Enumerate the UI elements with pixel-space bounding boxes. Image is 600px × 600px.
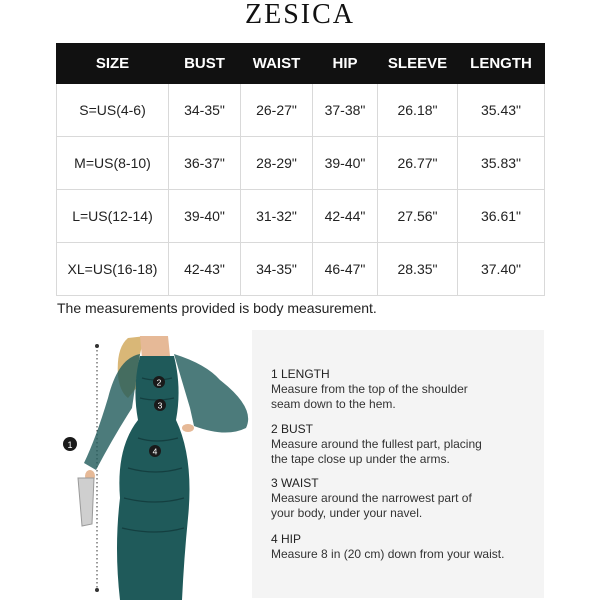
instruction-line: Measure 8 in (20 cm) down from your waist. bbox=[271, 547, 505, 561]
cell-sleeve: 26.18" bbox=[378, 84, 458, 137]
instruction-length bbox=[271, 367, 468, 412]
cell-hip: 42-44" bbox=[313, 190, 378, 243]
instruction-waist bbox=[271, 476, 472, 521]
instruction-line: your body, under your navel. bbox=[271, 506, 423, 520]
table-row bbox=[57, 243, 545, 296]
instruction-line: Measure around the narrowest part of bbox=[271, 491, 472, 505]
cell-waist: 28-29" bbox=[241, 137, 313, 190]
svg-text:2: 2 bbox=[156, 377, 162, 388]
cell-sleeve: 28.35" bbox=[378, 243, 458, 296]
cell-sleeve: 27.56" bbox=[378, 190, 458, 243]
header-sleeve: SLEEVE bbox=[378, 44, 458, 84]
cell-length: 35.43" bbox=[458, 84, 545, 137]
instruction-hip bbox=[271, 532, 504, 562]
cell-bust: 36-37" bbox=[169, 137, 241, 190]
size-chart-table bbox=[56, 43, 545, 296]
brand-logo: ZESICA bbox=[245, 0, 355, 30]
instruction-title: 4 HIP bbox=[271, 532, 302, 546]
cell-waist: 31-32" bbox=[241, 190, 313, 243]
model-figure bbox=[56, 328, 256, 600]
cell-waist: 26-27" bbox=[241, 84, 313, 137]
cell-waist: 34-35" bbox=[241, 243, 313, 296]
header-waist: WAIST bbox=[241, 44, 313, 84]
cell-length: 37.40" bbox=[458, 243, 545, 296]
skin-shape bbox=[140, 336, 170, 358]
instruction-title: 3 WAIST bbox=[271, 476, 319, 490]
cell-hip: 46-47" bbox=[313, 243, 378, 296]
table-row bbox=[57, 190, 545, 243]
instruction-line: seam down to the hem. bbox=[271, 397, 396, 411]
instruction-line: Measure from the top of the shoulder bbox=[271, 382, 468, 396]
cell-sleeve: 26.77" bbox=[378, 137, 458, 190]
instruction-bust bbox=[271, 422, 482, 467]
cell-length: 36.61" bbox=[458, 190, 545, 243]
right-sleeve-shape bbox=[174, 354, 248, 433]
instruction-title: 2 BUST bbox=[271, 422, 314, 436]
cell-bust: 34-35" bbox=[169, 84, 241, 137]
cell-bust: 42-43" bbox=[169, 243, 241, 296]
measurement-instructions-panel bbox=[252, 330, 544, 598]
header-length: LENGTH bbox=[458, 44, 545, 84]
cell-size: S=US(4-6) bbox=[57, 84, 169, 137]
header-bust: BUST bbox=[169, 44, 241, 84]
table-header-row bbox=[57, 44, 545, 84]
cell-hip: 39-40" bbox=[313, 137, 378, 190]
table-row bbox=[57, 84, 545, 137]
cell-size: M=US(8-10) bbox=[57, 137, 169, 190]
cell-bust: 39-40" bbox=[169, 190, 241, 243]
svg-text:1: 1 bbox=[67, 440, 73, 450]
table-row bbox=[57, 137, 545, 190]
cell-length: 35.83" bbox=[458, 137, 545, 190]
header-size: SIZE bbox=[57, 44, 169, 84]
measurement-note: The measurements provided is body measurement. bbox=[57, 300, 377, 316]
header-hip: HIP bbox=[313, 44, 378, 84]
svg-text:4: 4 bbox=[152, 446, 158, 457]
cell-size: XL=US(16-18) bbox=[57, 243, 169, 296]
instruction-title: 1 LENGTH bbox=[271, 367, 330, 381]
instruction-line: Measure around the fullest part, placing bbox=[271, 437, 482, 451]
cell-size: L=US(12-14) bbox=[57, 190, 169, 243]
instruction-line: the tape close up under the arms. bbox=[271, 452, 450, 466]
right-hand-shape bbox=[182, 424, 194, 432]
clutch-bag-shape bbox=[78, 478, 94, 526]
cell-hip: 37-38" bbox=[313, 84, 378, 137]
svg-text:3: 3 bbox=[157, 400, 163, 411]
